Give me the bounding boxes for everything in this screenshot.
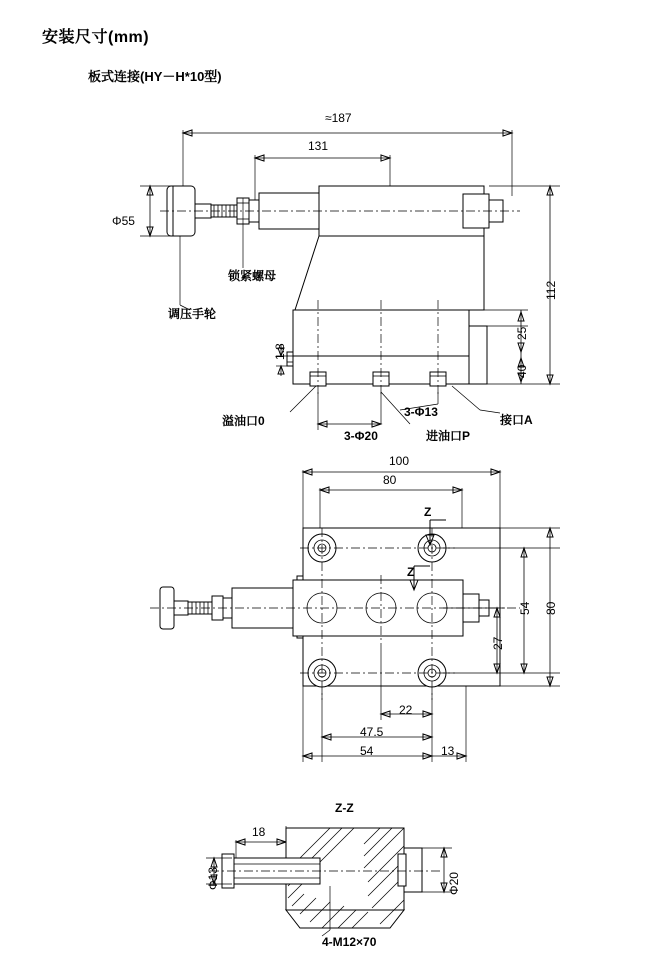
dim-width-47-5: 47.5 [360, 725, 384, 739]
dim-length-131: 131 [308, 139, 329, 153]
dim-height-27: 27 [491, 636, 505, 650]
page-subtitle: 板式连接(HY－H*10型) [88, 69, 222, 84]
dim-thickness-1-8: 1.8 [273, 343, 287, 360]
section-zz-group [206, 826, 452, 936]
dim-depth-18: 18 [252, 825, 266, 839]
label-adjust-handwheel: 调压手轮 [168, 307, 217, 321]
dim-width-13: 13 [441, 744, 455, 758]
label-dim-3-phi-13: 3-Φ13 [404, 405, 438, 419]
label-thread-4-m12-70: 4-M12×70 [322, 935, 377, 949]
page-title: 安装尺寸(mm) [42, 29, 150, 46]
top-view-group [150, 469, 560, 762]
section-mark-z-bottom: Z [407, 565, 415, 579]
dim-bore-phi-20: Φ20 [447, 872, 461, 895]
label-dim-3-phi-20: 3-Φ20 [344, 429, 378, 443]
dim-width-80: 80 [383, 473, 397, 487]
label-port-a: 接口A [500, 413, 533, 427]
front-view-group [140, 130, 560, 430]
label-inlet-port: 进油口P [426, 429, 471, 443]
dim-height-112: 112 [544, 280, 558, 300]
label-overflow-port: 溢油口0 [222, 414, 265, 428]
dim-height-40: 40 [515, 364, 529, 378]
section-mark-z-top: Z [424, 505, 432, 519]
dim-height-25: 25 [515, 326, 529, 340]
dim-handwheel-dia: Φ55 [112, 214, 135, 228]
label-lock-nut: 锁紧螺母 [228, 269, 277, 283]
dim-width-100: 100 [389, 454, 410, 468]
dim-height-54-right: 54 [518, 601, 532, 615]
dim-bore-phi-13: Φ13 [206, 867, 220, 890]
dim-overall-length: ≈187 [325, 111, 352, 125]
dim-width-22: 22 [399, 703, 413, 717]
section-title-zz: Z-Z [335, 801, 354, 815]
dim-width-54: 54 [360, 744, 374, 758]
dim-height-80-right: 80 [544, 601, 558, 615]
